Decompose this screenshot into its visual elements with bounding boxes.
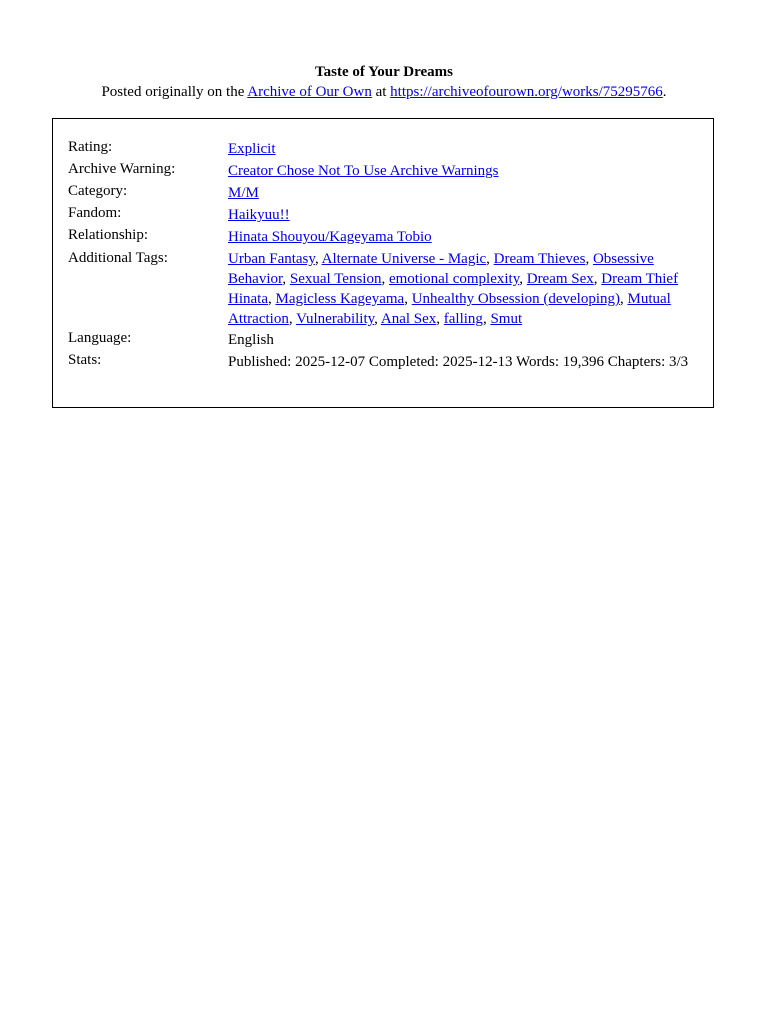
tag-link[interactable]: emotional complexity (388, 271, 520, 287)
work-title: Taste of Your Dreams (315, 64, 453, 80)
relationship-label: Relationship: (68, 227, 148, 243)
tags-list: Urban Fantasy, Alternate Universe - Magic, Dream Thieves, Obsessive Behavior, Sexual Tension, emotional complexity, Dream Sex, Dream Thief Hinata, Magicless Kageyama, Unhealthy Obsession (developing), Mutual Attraction, Vulnerability, Anal Sex, falling, Smut (228, 251, 679, 327)
tag-link[interactable]: Anal Sex (380, 311, 437, 327)
work-header (0, 62, 768, 102)
tag-link[interactable]: Sexual Tension (289, 271, 382, 287)
archive-link[interactable]: Archive of Our Own (247, 84, 372, 100)
tag-link[interactable]: Magicless Kageyama (275, 291, 405, 307)
tag-link[interactable]: Unhealthy Obsession (developing) (411, 291, 620, 307)
tag-link[interactable]: Dream Thief Hinata (228, 271, 679, 307)
work-url-link[interactable]: https://archiveofourown.org/works/75295766 (390, 84, 663, 100)
tag-link[interactable]: falling (443, 311, 483, 327)
language-value: English (228, 332, 274, 348)
fandom-label: Fandom: (68, 205, 122, 221)
at-text: at (371, 84, 391, 100)
rating-label: Rating: (68, 139, 113, 155)
work-meta-box (52, 118, 714, 408)
relationship-link[interactable]: Hinata Shouyou/Kageyama Tobio (228, 229, 432, 245)
tag-link[interactable]: Smut (490, 311, 523, 327)
posted-prefix: Posted originally on the (101, 84, 248, 100)
period: . (662, 84, 667, 100)
tag-link[interactable]: Urban Fantasy (228, 251, 315, 267)
tag-link[interactable]: Dream Sex (526, 271, 594, 287)
rating-link[interactable]: Explicit (228, 141, 276, 157)
tag-link[interactable]: Dream Thieves (493, 251, 586, 267)
tag-link[interactable]: Alternate Universe - Magic (321, 251, 487, 267)
posted-line (0, 82, 768, 102)
tag-link[interactable]: Obsessive Behavior (228, 251, 654, 287)
stats-value: Published: 2025-12-07 Completed: 2025-12-13 Words: 19,396 Chapters: 3/3 (228, 354, 689, 370)
language-label: Language: (68, 330, 132, 346)
tag-link[interactable]: Vulnerability (296, 311, 375, 327)
warning-label: Archive Warning: (68, 161, 176, 177)
category-label: Category: (68, 183, 128, 199)
stats-label: Stats: (68, 352, 102, 368)
tag-link[interactable]: Mutual Attraction (228, 291, 671, 327)
category-link[interactable]: M/M (228, 185, 259, 201)
warning-link[interactable]: Creator Chose Not To Use Archive Warnings (228, 163, 499, 179)
tags-label: Additional Tags: (68, 250, 168, 266)
fandom-link[interactable]: Haikyuu!! (228, 207, 290, 223)
